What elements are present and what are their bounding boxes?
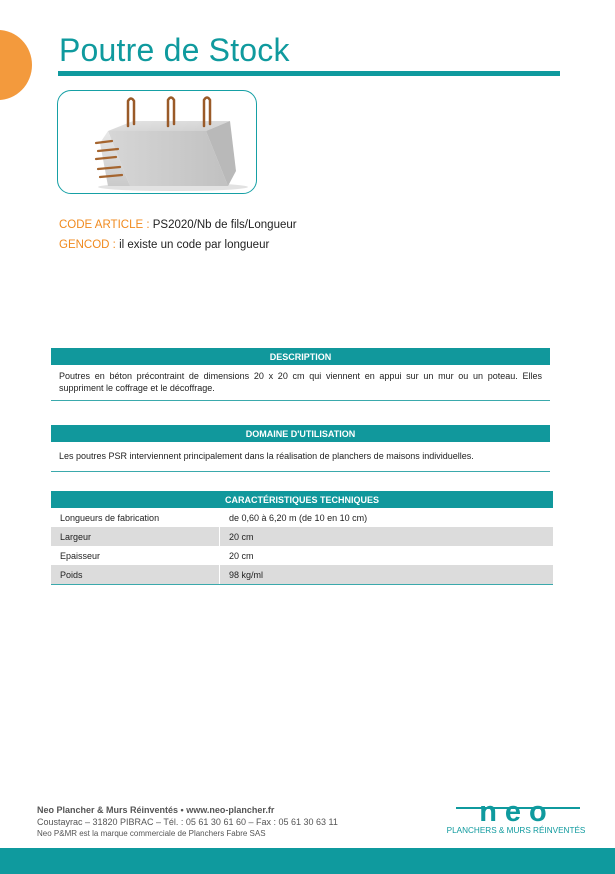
tech-specs-table xyxy=(51,491,553,585)
gencod-value: il existe un code par longueur xyxy=(115,239,270,251)
concrete-beam-image xyxy=(58,91,256,193)
gencod-label: GENCOD : xyxy=(59,239,116,251)
spec-value: 20 cm xyxy=(220,546,554,565)
logo-tagline: PLANCHERS & MURS RÉINVENTÉS xyxy=(446,826,586,835)
table-row xyxy=(51,546,553,565)
neo-logo xyxy=(446,796,586,836)
article-code-label: CODE ARTICLE : xyxy=(59,219,150,231)
footer-website-link[interactable]: www.neo-plancher.fr xyxy=(186,805,275,815)
table-row xyxy=(51,508,553,527)
bottom-band xyxy=(0,848,615,874)
description-heading: DESCRIPTION xyxy=(51,348,550,365)
spec-label: Poids xyxy=(51,565,220,585)
table-row xyxy=(51,565,553,585)
title-underline xyxy=(58,71,560,76)
domain-usage-heading: DOMAINE D'UTILISATION xyxy=(51,425,550,442)
domain-usage-box xyxy=(51,425,550,472)
spec-value: 98 kg/ml xyxy=(220,565,554,585)
footer-separator: • xyxy=(178,805,187,815)
footer-brand-note: Neo P&MR est la marque commerciale de Planchers Fabre SAS xyxy=(37,829,266,838)
spec-value: de 0,60 à 6,20 m (de 10 en 10 cm) xyxy=(220,508,554,527)
logo-wordmark: neo xyxy=(479,796,555,828)
domain-usage-text: Les poutres PSR interviennent principalement dans la réalisation de planchers de maisons individuelles. xyxy=(51,442,550,472)
footer-contact xyxy=(37,805,338,840)
product-image-frame xyxy=(57,90,257,194)
footer-address: Coustayrac – 31820 PIBRAC – Tél. : 05 61 30 61 60 – Fax : 05 61 30 63 11 xyxy=(37,816,338,827)
spec-label: Largeur xyxy=(51,527,220,546)
spec-value: 20 cm xyxy=(220,527,554,546)
article-code-line xyxy=(59,219,297,231)
spec-label: Longueurs de fabrication xyxy=(60,512,160,523)
spec-label: Epaisseur xyxy=(60,550,101,561)
gencod-line xyxy=(59,239,269,251)
page-title: Poutre de Stock xyxy=(59,32,290,68)
tech-specs-heading: CARACTÉRISTIQUES TECHNIQUES xyxy=(51,491,553,508)
footer-company: Neo Plancher & Murs Réinventés xyxy=(37,805,179,815)
table-row xyxy=(51,527,553,546)
article-code-value: PS2020/Nb de fils/Longueur xyxy=(149,219,297,231)
orange-circle-decoration xyxy=(0,30,32,100)
description-box xyxy=(51,348,550,401)
description-text: Poutres en béton précontraint de dimensions 20 x 20 cm qui viennent en appui sur un mur ou un poteau. Elles suppriment le coffrage et le décoffrage. xyxy=(51,365,550,401)
